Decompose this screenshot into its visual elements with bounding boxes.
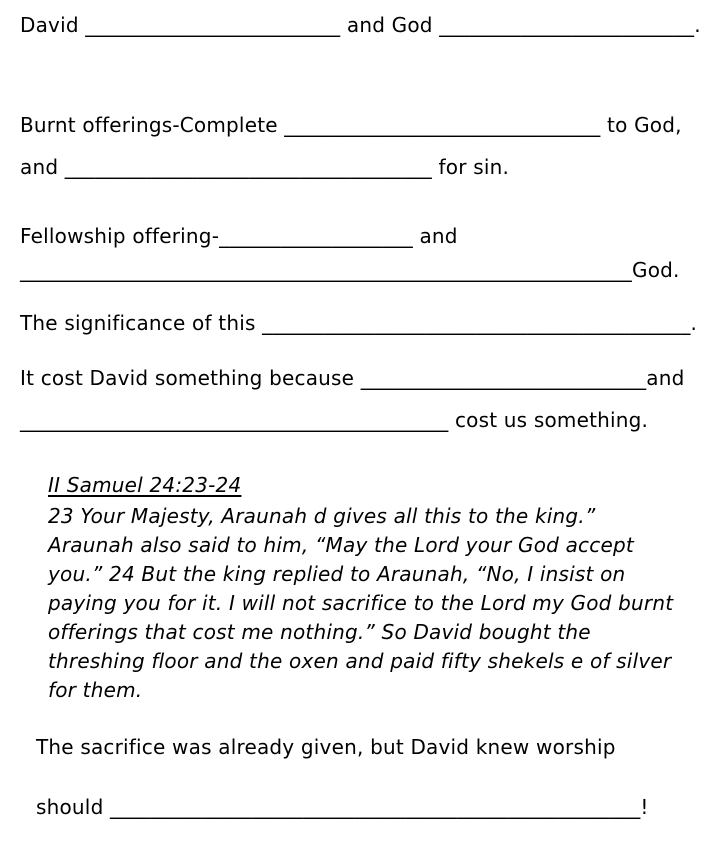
scripture-line-7: for them. <box>48 678 143 702</box>
scripture-line-5: offerings that cost me nothing.” So David bought the <box>48 620 591 644</box>
fill-blank-line-fellowship-1: Fellowship offering-___________________ and <box>20 224 458 248</box>
line-sacrifice-given: The sacrifice was already given, but David knew worship <box>36 735 616 759</box>
fill-blank-line-cost-david-2: __________________________________________ cost us something. <box>20 408 649 432</box>
fill-blank-line-cost-david-1: It cost David something because ____________________________and <box>20 366 685 390</box>
scripture-line-4: paying you for it. I will not sacrifice to the Lord my God burnt <box>48 591 674 615</box>
scripture-line-3: you.” 24 But the king replied to Araunah, “No, I insist on <box>48 562 626 586</box>
scripture-line-6: threshing floor and the oxen and paid fifty shekels e of silver <box>48 649 672 673</box>
scripture-reference: II Samuel 24:23-24 <box>48 473 242 497</box>
fill-blank-line-fellowship-2: ____________________________________________________________God. <box>20 258 680 282</box>
scripture-line-1: 23 Your Majesty, Araunah d gives all this to the king.” <box>48 504 596 528</box>
scripture-line-2: Araunah also said to him, “May the Lord your God accept <box>48 533 634 557</box>
fill-blank-line-burnt-offerings-2: and ____________________________________ for sin. <box>20 155 510 179</box>
fill-blank-line-burnt-offerings-1: Burnt offerings-Complete _______________________________ to God, <box>20 113 682 137</box>
fill-blank-line-should: should ____________________________________________________! <box>36 795 649 819</box>
fill-blank-line-david-god: David _________________________ and God _________________________. <box>20 13 701 37</box>
fill-blank-line-significance: The significance of this __________________________________________. <box>20 311 698 335</box>
